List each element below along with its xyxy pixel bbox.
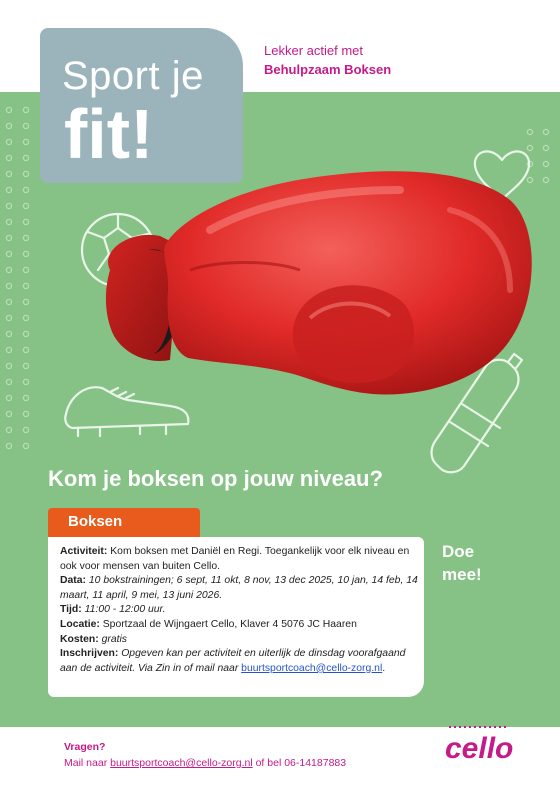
title-line-2: fit! xyxy=(64,95,154,173)
dates-text: 10 bokstrainingen; 6 sept, 11 okt, 8 nov, 13 dec 2025, 10 jan, 14 feb, 14 maart, 11 april, 9 mei, 13 juni 2026. xyxy=(60,575,418,601)
activity-label: Activiteit: xyxy=(60,546,108,557)
footer-contact xyxy=(64,757,346,769)
footer-email-link[interactable]: buurtsportcoach@cello-zorg.nl xyxy=(110,757,253,769)
signup-email-link[interactable]: buurtsportcoach@cello-zorg.nl xyxy=(241,662,383,674)
cta-line-2: mee! xyxy=(442,565,482,584)
details-card xyxy=(48,537,424,697)
signup-text: Opgeven kan per activiteit en uiterlijk de dinsdag voorafgaand aan de activiteit. Via Zin in of mail naar xyxy=(60,648,406,674)
logo-text: cello xyxy=(445,732,514,765)
time-text: 11:00 - 12:00 uur. xyxy=(84,604,166,616)
time-row xyxy=(60,603,420,618)
tagline-line-2: Behulpzaam Boksen xyxy=(264,62,392,77)
time-label: Tijd: xyxy=(60,604,82,616)
cta-line-1: Doe xyxy=(442,542,475,561)
activity-tab xyxy=(48,508,200,538)
dates-row xyxy=(60,574,420,603)
signup-end: . xyxy=(382,662,386,674)
title-line-1: Sport je xyxy=(62,54,204,98)
boxing-glove-image xyxy=(70,150,540,410)
footer-phone: of bel 06-14187883 xyxy=(255,757,347,769)
cost-label: Kosten: xyxy=(60,633,99,645)
activity-row xyxy=(60,545,420,574)
footer-question: Vragen? xyxy=(64,741,106,753)
headline: Kom je boksen op jouw niveau? xyxy=(48,466,383,491)
call-to-action xyxy=(442,540,502,586)
cost-text: gratis xyxy=(101,633,127,645)
tagline-line-1: Lekker actief met xyxy=(264,43,363,58)
location-row xyxy=(60,618,420,633)
footer-mail-prefix: Mail naar xyxy=(64,757,108,769)
activity-text: Kom boksen met Daniël en Regi. Toegankelijk voor elk niveau en ook voor mensen van buiten Cello. xyxy=(60,546,410,572)
location-label: Locatie: xyxy=(60,618,100,630)
cost-row xyxy=(60,633,420,648)
cello-logo xyxy=(443,720,527,766)
location-text: Sportzaal de Wijngaert Cello, Klaver 4 5076 JC Haaren xyxy=(102,618,357,630)
activity-tab-label: Boksen xyxy=(68,513,123,530)
signup-label: Inschrijven: xyxy=(60,648,119,660)
signup-row xyxy=(60,647,420,676)
dates-label: Data: xyxy=(60,575,86,587)
